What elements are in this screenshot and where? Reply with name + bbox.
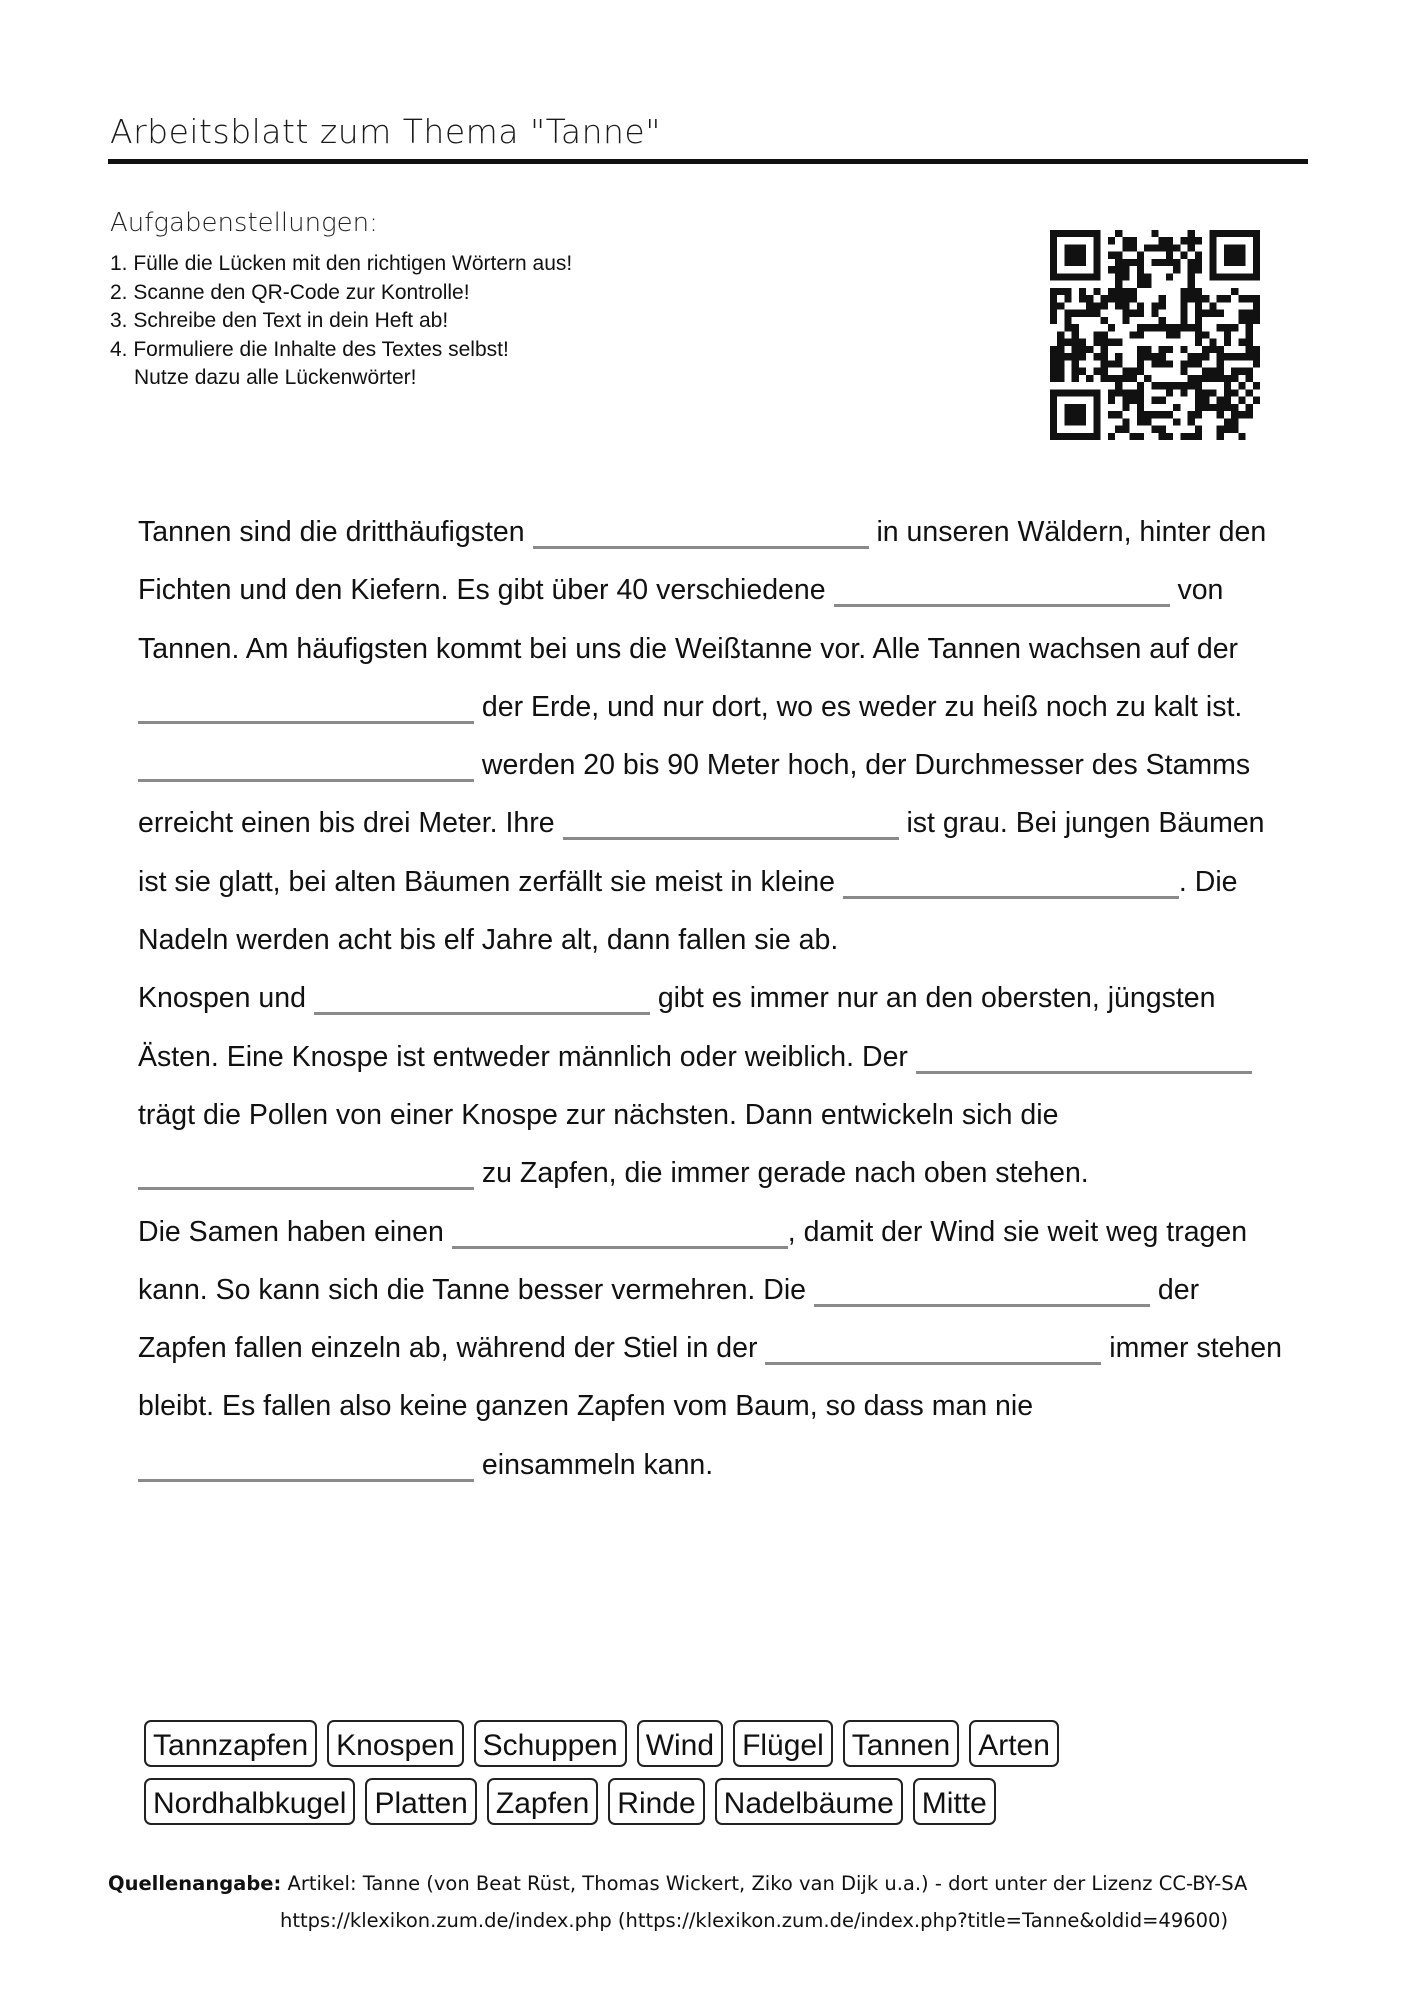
blank-input[interactable] [814,1264,1150,1307]
cloze-text [138,503,1288,1494]
word-chip[interactable]: Mitte [913,1778,996,1825]
blank-input[interactable] [834,564,1170,607]
source-citation [108,1872,1247,1895]
title-divider [108,159,1308,164]
word-bank-row-1 [144,1720,1144,1767]
task-item-3: 3. Schreibe den Text in dein Heft ab! [110,309,449,332]
source-url[interactable]: https://klexikon.zum.de/index.php (https://klexikon.zum.de/index.php?title=Tanne&oldid=49600) [280,1909,1229,1932]
blank-input[interactable] [765,1322,1101,1365]
blank-input[interactable] [533,506,869,549]
task-list [110,250,572,393]
word-bank [144,1720,1144,1836]
blank-input[interactable] [138,681,474,724]
page-title: Arbeitsblatt zum Thema "Tanne" [110,112,661,151]
task-item-1: 1. Fülle die Lücken mit den richtigen Wörtern aus! [110,252,573,275]
word-chip[interactable]: Arten [969,1720,1059,1767]
tasks-heading: Aufgabenstellungen: [110,208,378,238]
word-chip[interactable]: Tannzapfen [144,1720,317,1767]
blank-input[interactable] [138,1147,474,1190]
blank-input[interactable] [138,739,474,782]
task-item-2: 2. Scanne den QR-Code zur Kontrolle! [110,280,470,304]
word-chip[interactable]: Rinde [608,1778,704,1825]
word-chip[interactable]: Flügel [733,1720,833,1767]
blank-input[interactable] [916,1031,1252,1074]
qr-code-icon [1050,230,1260,440]
word-chip[interactable]: Zapfen [487,1778,598,1825]
task-item-4-continuation: Nutze dazu alle Lückenwörter! [134,366,417,389]
paragraph-2: Knospen und gibt es immer nur an den obersten, jüngsten Ästen. Eine Knospe ist entweder männlich oder weiblich. Der trägt die Pollen von einer Knospe zur nächsten. Dann entwickeln sich die zu Zapfen, die immer gerade nach oben stehen. [138,969,1288,1202]
blank-input[interactable] [452,1206,788,1249]
word-chip[interactable]: Wind [637,1720,723,1767]
paragraph-3: Die Samen haben einen , damit der Wind sie weit weg tragen kann. So kann sich die Tanne besser vermehren. Die der Zapfen fallen einzeln ab, während der Stiel in der immer stehen bleibt. Es fallen also keine ganzen Zapfen vom Baum, so dass man nie einsammeln kann. [138,1203,1288,1494]
word-chip[interactable]: Knospen [327,1720,463,1767]
word-chip[interactable]: Nadelbäume [715,1778,903,1825]
source-label: Quellenangabe: [108,1872,282,1895]
source-text: Artikel: Tanne (von Beat Rüst, Thomas Wickert, Ziko van Dijk u.a.) - dort unter der Lizenz CC-BY-SA [281,1872,1248,1895]
word-chip[interactable]: Platten [365,1778,476,1825]
word-bank-row-2 [144,1778,1144,1825]
blank-input[interactable] [138,1439,474,1482]
paragraph-1: Tannen sind die dritthäufigsten in unseren Wäldern, hinter den Fichten und den Kiefern. Es gibt über 40 verschiedene von Tannen. Am häufigsten kommt bei uns die Weißtanne vor. Alle Tannen wachsen auf der der Erde, und nur dort, wo es weder zu heiß noch zu kalt ist. werden 20 bis 90 Meter hoch, der Durchmesser des Stamms erreicht einen bis drei Meter. Ihre ist grau. Bei jungen Bäumen ist sie glatt, bei alten Bäumen zerfällt sie meist in kleine . Die Nadeln werden acht bis elf Jahre alt, dann fallen sie ab. [138,503,1288,969]
blank-input[interactable] [843,856,1179,899]
word-chip[interactable]: Nordhalbkugel [144,1778,355,1825]
word-chip[interactable]: Tannen [843,1720,959,1767]
blank-input[interactable] [314,972,650,1015]
blank-input[interactable] [563,797,899,840]
task-item-4: 4. Formuliere die Inhalte des Textes selbst! [110,337,509,361]
word-chip[interactable]: Schuppen [474,1720,627,1767]
